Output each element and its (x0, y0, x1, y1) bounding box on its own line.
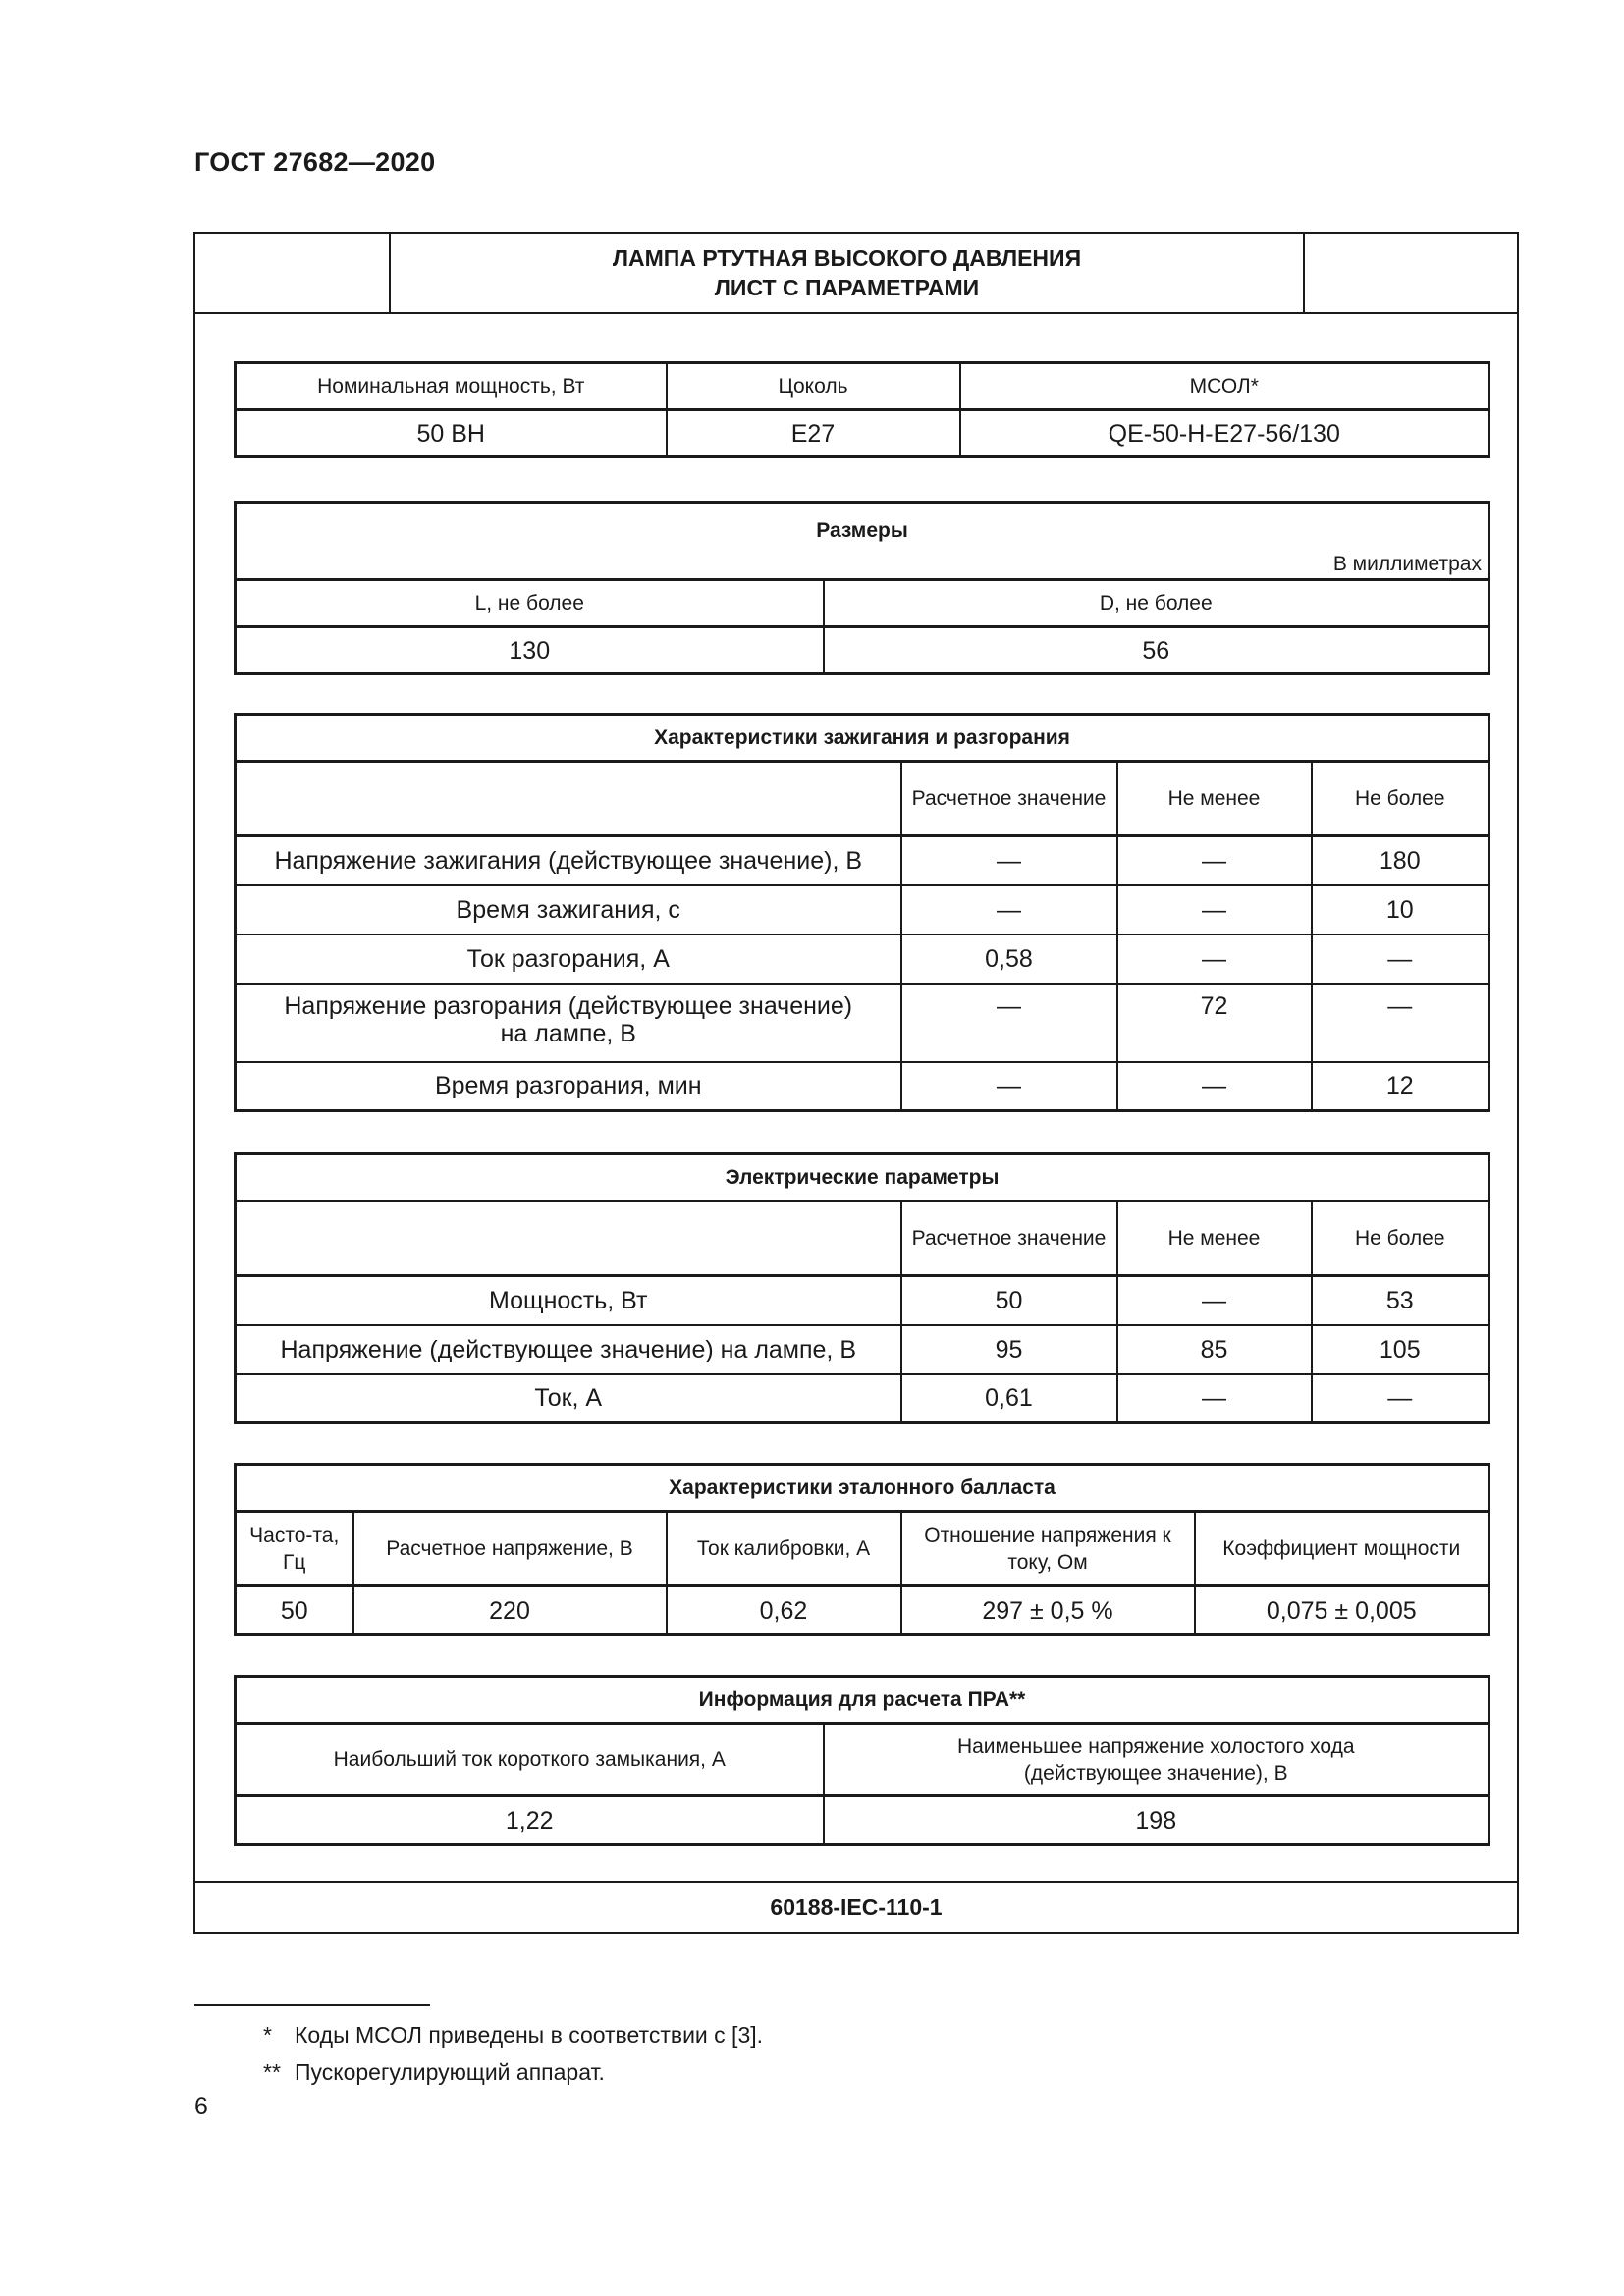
ballast-table (234, 1463, 1490, 1636)
ballast-header: Коэффициент мощности (1195, 1512, 1489, 1586)
pra-title: Информация для расчета ПРА** (236, 1677, 1489, 1724)
basic-value: QE-50-H-E27-56/130 (960, 410, 1489, 457)
electrical-col-header: Расчетное значение (901, 1201, 1117, 1276)
ignition-col-header: Не менее (1117, 762, 1312, 836)
dimensions-unit: В миллиметрах (1332, 553, 1482, 575)
table-row (236, 1586, 1489, 1635)
title-block-left-cell (195, 234, 391, 312)
electrical-title: Электрические параметры (236, 1154, 1489, 1201)
ignition-col-header: Расчетное значение (901, 762, 1117, 836)
page-number: 6 (194, 2093, 208, 2120)
electrical-cell: — (1312, 1374, 1489, 1423)
ballast-value: 0,62 (667, 1586, 901, 1635)
basic-params-table (234, 361, 1490, 458)
ignition-cell: — (1312, 934, 1489, 984)
ignition-cell: — (1312, 984, 1489, 1062)
ignition-cell: — (901, 885, 1117, 934)
ignition-col-header (236, 762, 901, 836)
ignition-cell: 10 (1312, 885, 1489, 934)
basic-value: 50 ВН (236, 410, 667, 457)
dimensions-value: 130 (236, 627, 824, 674)
electrical-cell: 95 (901, 1325, 1117, 1374)
table-row (236, 984, 1489, 1062)
dimensions-title: Размеры (816, 519, 908, 542)
sheet-title (391, 234, 1303, 312)
electrical-col-header: Не менее (1117, 1201, 1312, 1276)
ignition-cell: — (901, 836, 1117, 885)
ignition-param: Ток разгорания, А (236, 934, 901, 984)
electrical-cell: 50 (901, 1276, 1117, 1325)
basic-header: Номинальная мощность, Вт (236, 363, 667, 410)
table-row (236, 934, 1489, 984)
electrical-cell: — (1117, 1374, 1312, 1423)
ballast-header: Расчетное напряжение, В (353, 1512, 667, 1586)
footnote-2-text: Пускорегулирующий аппарат. (295, 2059, 605, 2085)
dimensions-value: 56 (824, 627, 1489, 674)
electrical-col-header: Не более (1312, 1201, 1489, 1276)
ignition-cell: 180 (1312, 836, 1489, 885)
ignition-cell: 72 (1117, 984, 1312, 1062)
dimensions-header: D, не более (824, 580, 1489, 627)
basic-header: Цоколь (667, 363, 960, 410)
basic-header: МСОЛ* (960, 363, 1489, 410)
ignition-table (234, 713, 1490, 1112)
pra-value: 198 (824, 1796, 1489, 1845)
footnote-1-mark: * (263, 2022, 272, 2048)
dimensions-title-cell (236, 503, 1489, 580)
electrical-table (234, 1152, 1490, 1424)
dimensions-table (234, 501, 1490, 675)
electrical-param: Напряжение (действующее значение) на лампе, В (236, 1325, 901, 1374)
electrical-col-header (236, 1201, 901, 1276)
ignition-param: Напряжение зажигания (действующее значение), В (236, 836, 901, 885)
pra-header: Наименьшее напряжение холостого хода (действующее значение), В (824, 1724, 1489, 1796)
ballast-value: 50 (236, 1586, 353, 1635)
footnote-1-text: Коды МСОЛ приведены в соответствии с [3]. (295, 2022, 764, 2048)
ignition-title: Характеристики зажигания и разгорания (236, 715, 1489, 762)
ballast-value: 220 (353, 1586, 667, 1635)
table-row (236, 1325, 1489, 1374)
sheet-title-line2: ЛИСТ С ПАРАМЕТРАМИ (714, 275, 980, 300)
electrical-cell: — (1117, 1276, 1312, 1325)
electrical-cell: 105 (1312, 1325, 1489, 1374)
basic-value: E27 (667, 410, 960, 457)
ignition-cell: — (1117, 1062, 1312, 1111)
ignition-cell: 0,58 (901, 934, 1117, 984)
ignition-cell: — (1117, 934, 1312, 984)
ballast-title: Характеристики эталонного балласта (236, 1465, 1489, 1512)
ignition-cell: — (1117, 885, 1312, 934)
electrical-param: Ток, А (236, 1374, 901, 1423)
sheet-title-block (195, 234, 1517, 314)
sheet-footer-code: 60188-IEC-110-1 (195, 1881, 1517, 1932)
table-row (236, 1374, 1489, 1423)
pra-value: 1,22 (236, 1796, 824, 1845)
ignition-cell: — (901, 1062, 1117, 1111)
ballast-header: Ток калибровки, А (667, 1512, 901, 1586)
ignition-col-header: Не более (1312, 762, 1489, 836)
pra-info-table (234, 1675, 1490, 1846)
table-row (236, 1796, 1489, 1845)
ballast-header: Отношение напряжения к току, Ом (901, 1512, 1195, 1586)
table-row (236, 1062, 1489, 1111)
title-block-right-cell (1303, 234, 1517, 312)
sheet-title-line1: ЛАМПА РТУТНАЯ ВЫСОКОГО ДАВЛЕНИЯ (612, 245, 1082, 271)
ignition-cell: — (901, 984, 1117, 1062)
table-row (236, 836, 1489, 885)
table-row (236, 885, 1489, 934)
electrical-cell: 0,61 (901, 1374, 1117, 1423)
footnote-2-mark: ** (263, 2059, 281, 2085)
pra-header: Наибольший ток короткого замыкания, А (236, 1724, 824, 1796)
ignition-param: Время разгорания, мин (236, 1062, 901, 1111)
table-row (236, 1276, 1489, 1325)
document-code: ГОСТ 27682—2020 (194, 147, 436, 177)
ignition-param: Напряжение разгорания (действующее значение) на лампе, В (236, 984, 901, 1062)
ignition-param: Время зажигания, с (236, 885, 901, 934)
ignition-cell: — (1117, 836, 1312, 885)
footnote-separator (194, 2004, 430, 2006)
ballast-value: 0,075 ± 0,005 (1195, 1586, 1489, 1635)
dimensions-header: L, не более (236, 580, 824, 627)
ignition-cell: 12 (1312, 1062, 1489, 1111)
ballast-header: Часто-та, Гц (236, 1512, 353, 1586)
ballast-value: 297 ± 0,5 % (901, 1586, 1195, 1635)
electrical-param: Мощность, Вт (236, 1276, 901, 1325)
electrical-cell: 53 (1312, 1276, 1489, 1325)
electrical-cell: 85 (1117, 1325, 1312, 1374)
